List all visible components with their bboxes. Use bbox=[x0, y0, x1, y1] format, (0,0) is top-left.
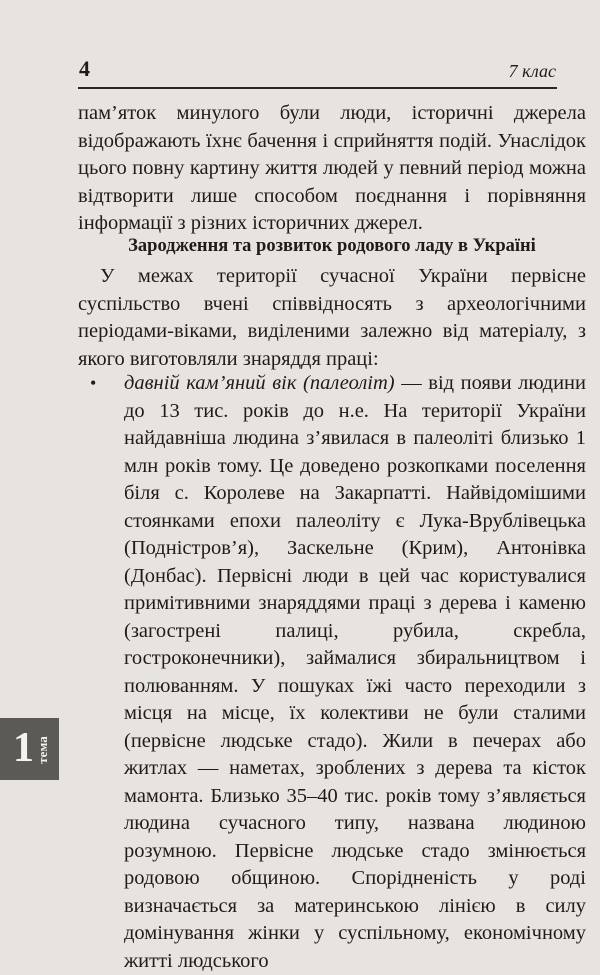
page-number: 4 bbox=[79, 56, 90, 81]
header-rule bbox=[78, 87, 557, 89]
section-paragraph: У межах території сучасної України первісне суспільство вчені співвідносять з археологічними періодами-віками, виділеними залежно від матеріалу, з якого виготовляли знаряддя праці: bbox=[78, 265, 586, 370]
side-tab-label: тема bbox=[35, 736, 50, 764]
bullet-term: давній кам’яний вік (палеоліт) bbox=[124, 372, 395, 394]
section-body bbox=[78, 263, 586, 373]
bullet-text bbox=[124, 370, 586, 975]
section-title: Зародження та розвиток родового ладу в Україні bbox=[128, 236, 536, 256]
chapter-side-tab bbox=[0, 718, 59, 780]
side-tab-number: 1 bbox=[13, 725, 34, 771]
intro-paragraph: пам’яток минулого були люди, історичні джерела відображають їхнє бачення і сприйняття подій. Унаслідок цього повну картину життя людей у певний період можна відтворити лише способом поєднання і порівняння інформації з різних історичних джерел. bbox=[78, 102, 586, 234]
bullet-item-paleolith bbox=[90, 370, 586, 975]
bullet-dot-icon: • bbox=[90, 373, 97, 393]
intro-text bbox=[78, 100, 586, 238]
running-header-title: 7 клас bbox=[508, 61, 556, 81]
bullet-body: — від появи людини до 13 тис. років до н.е. На території України найдавніша людина з’явилася в палеоліті близько 1 млн років тому. Це доведено розкопками поселення біля с. Королеве на Закарпатті. Найвідомішими стоянками епохи палеоліту є Лука-Врублівецька (Подністров’я), Заскельне (Крим), Антонівка (Донбас). Первісні люди в цей час користувалися примітивними знаряддями праці з дерева і каменю (загострені палиці, рубила, скребла, гостроконечники), займалися збиральництвом і полюванням. У пошуках їжі часто переходили з місця на місце, їх колективи не були сталими (первісне людське стадо). Жили в печерах або житлах — наметах, зроблених з дерева та кісток мамонта. Близько 35–40 тис. років тому з’являється людина сучасного типу, названа людиною розумною. Первісне людське стадо змінюється родовою общиною. Спорідненість у роді визначається за материнською лінією в силу домінування жінки у суспільному, економічному житті людського bbox=[124, 372, 586, 972]
